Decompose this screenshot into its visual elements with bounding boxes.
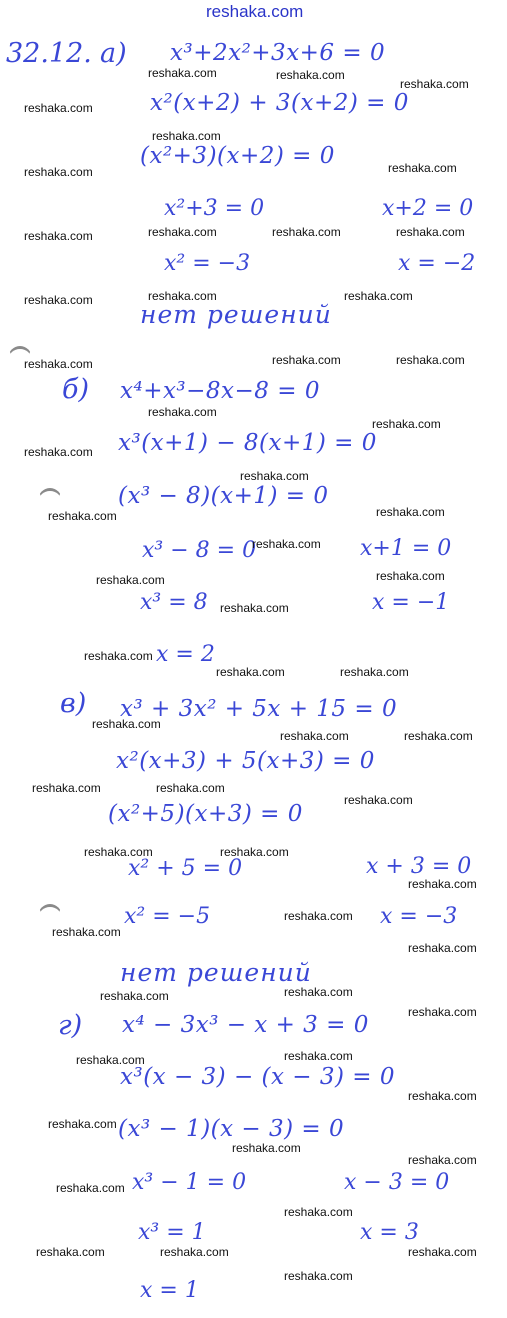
part-b-right-2: x = −1 (372, 590, 450, 615)
watermark: reshaka.com (284, 1049, 353, 1063)
watermark: reshaka.com (240, 469, 309, 483)
watermark: reshaka.com (408, 1089, 477, 1103)
watermark: reshaka.com (56, 1181, 125, 1195)
watermark: reshaka.com (396, 353, 465, 367)
watermark: reshaka.com (92, 717, 161, 731)
watermark: reshaka.com (220, 845, 289, 859)
watermark: reshaka.com (344, 793, 413, 807)
watermark: reshaka.com (148, 289, 217, 303)
watermark: reshaka.com (408, 941, 477, 955)
part-g-left-3: x = 1 (140, 1278, 199, 1303)
watermark: reshaka.com (148, 405, 217, 419)
part-v-label: в) (60, 688, 87, 719)
watermark: reshaka.com (84, 845, 153, 859)
part-v-note: нет решений (120, 958, 312, 987)
watermark: reshaka.com (376, 505, 445, 519)
part-a-label: а) (100, 38, 127, 69)
problem-number: 32.12. (6, 38, 92, 69)
watermark: reshaka.com (220, 601, 289, 615)
watermark: reshaka.com (404, 729, 473, 743)
watermark: reshaka.com (340, 665, 409, 679)
part-b-line-1: x⁴+x³−8x−8 = 0 (120, 378, 320, 404)
watermark: reshaka.com (284, 1205, 353, 1219)
part-a-line-2: x²(x+2) + 3(x+2) = 0 (150, 90, 409, 116)
watermark: reshaka.com (100, 989, 169, 1003)
part-v-left-1: x² + 5 = 0 (128, 856, 243, 881)
watermark: reshaka.com (388, 161, 457, 175)
part-b-left-2: x³ = 8 (140, 590, 208, 615)
part-g-right-2: x = 3 (360, 1220, 419, 1245)
watermark: reshaka.com (32, 781, 101, 795)
part-a-right-1: x+2 = 0 (382, 196, 474, 221)
watermark: reshaka.com (396, 225, 465, 239)
part-v-line-1: x³ + 3x² + 5x + 15 = 0 (120, 696, 398, 722)
watermark: reshaka.com (272, 225, 341, 239)
watermark: reshaka.com (284, 1269, 353, 1283)
watermark: reshaka.com (276, 68, 345, 82)
watermark: reshaka.com (252, 537, 321, 551)
part-g-line-1: x⁴ − 3x³ − x + 3 = 0 (122, 1012, 369, 1038)
watermark: reshaka.com (408, 877, 477, 891)
watermark: reshaka.com (216, 665, 285, 679)
watermark: reshaka.com (52, 925, 121, 939)
watermark: reshaka.com (24, 101, 93, 115)
watermark: reshaka.com (232, 1141, 301, 1155)
watermark: reshaka.com (96, 573, 165, 587)
part-v-line-3: (x²+5)(x+3) = 0 (108, 801, 303, 827)
part-g-left-2: x³ = 1 (138, 1220, 206, 1245)
part-g-line-3: (x³ − 1)(x − 3) = 0 (118, 1116, 345, 1142)
watermark: reshaka.com (148, 225, 217, 239)
watermark: reshaka.com (156, 781, 225, 795)
watermark: reshaka.com (408, 1005, 477, 1019)
watermark: reshaka.com (24, 229, 93, 243)
watermark: reshaka.com (280, 729, 349, 743)
part-v-line-2: x²(x+3) + 5(x+3) = 0 (116, 748, 375, 774)
watermark: reshaka.com (24, 293, 93, 307)
part-b-left-1: x³ − 8 = 0 (142, 538, 257, 563)
watermark: reshaka.com (376, 569, 445, 583)
part-b-left-3: x = 2 (156, 642, 215, 667)
part-g-right-1: x − 3 = 0 (344, 1170, 450, 1195)
part-a-note: нет решений (140, 300, 332, 329)
watermark: reshaka.com (284, 909, 353, 923)
site-header-link[interactable]: reshaka.com (206, 2, 304, 21)
part-v-left-2: x² = −5 (124, 904, 211, 929)
part-b-line-2: x³(x+1) − 8(x+1) = 0 (118, 430, 377, 456)
part-b-line-3: (x³ − 8)(x+1) = 0 (118, 483, 329, 509)
watermark: reshaka.com (36, 1245, 105, 1259)
watermark: reshaka.com (408, 1245, 477, 1259)
watermark: reshaka.com (372, 417, 441, 431)
watermark: reshaka.com (400, 77, 469, 91)
watermark: reshaka.com (408, 1153, 477, 1167)
watermark: reshaka.com (24, 357, 93, 371)
watermark: reshaka.com (76, 1053, 145, 1067)
watermark: reshaka.com (272, 353, 341, 367)
watermark: reshaka.com (152, 129, 221, 143)
watermark: reshaka.com (284, 985, 353, 999)
part-a-left-1: x²+3 = 0 (164, 196, 265, 221)
part-v-right-2: x = −3 (380, 904, 458, 929)
part-v-right-1: x + 3 = 0 (366, 854, 472, 879)
part-g-left-1: x³ − 1 = 0 (132, 1170, 247, 1195)
part-a-left-2: x² = −3 (164, 251, 251, 276)
watermark: reshaka.com (160, 1245, 229, 1259)
watermark: reshaka.com (148, 66, 217, 80)
watermark: reshaka.com (48, 1117, 117, 1131)
watermark: reshaka.com (24, 445, 93, 459)
watermark: reshaka.com (24, 165, 93, 179)
part-g-line-2: x³(x − 3) − (x − 3) = 0 (120, 1064, 396, 1090)
part-a-line-3: (x²+3)(x+2) = 0 (140, 143, 335, 169)
part-g-label: г) (58, 1010, 83, 1041)
watermark: reshaka.com (48, 509, 117, 523)
watermark: reshaka.com (344, 289, 413, 303)
part-a-line-1: x³+2x²+3x+6 = 0 (170, 40, 386, 66)
part-a-right-2: x = −2 (398, 251, 476, 276)
part-b-label: б) (62, 374, 90, 405)
watermark: reshaka.com (84, 649, 153, 663)
part-b-right-1: x+1 = 0 (360, 536, 452, 561)
